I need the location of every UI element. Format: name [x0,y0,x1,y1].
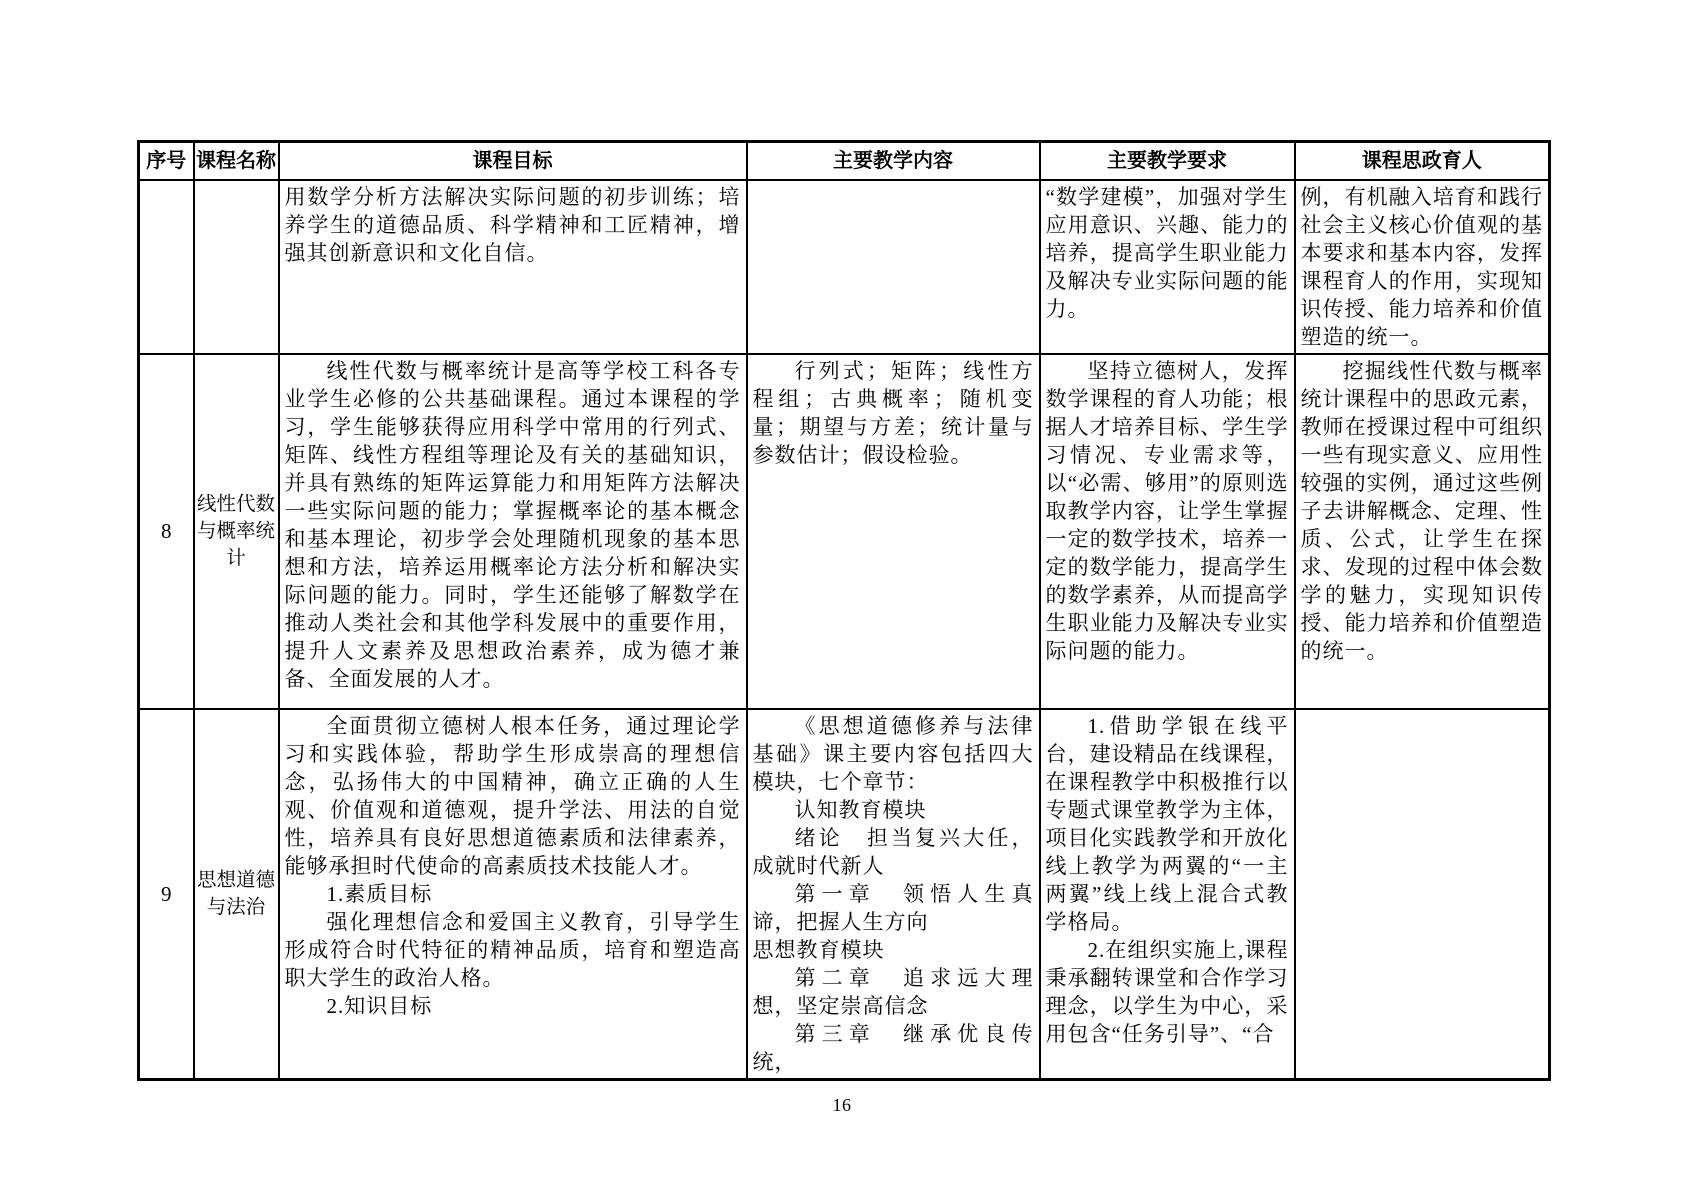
cell-content-8 [747,354,1040,709]
requirements-paragraph: “数学建模”，加强对学生应用意识、兴趣、能力的培养，提高学生职业能力及解决专业实际问题的能力。 [1045,184,1289,321]
cell-ideology-9 [1295,709,1550,1080]
cell-index-9: 9 [139,709,194,1080]
cell-index-cont [139,180,194,354]
requirements-paragraph: 坚持立德树人，发挥数学课程的育人功能；根据人才培养目标、学生学习情况、专业需求等，以“必需、够用”的原则选取教学内容，让学生掌握一定的数学技术，培养一定的数学能力，提高学生的数学素养，从而提高学生职业能力及解决专业实际问题的能力。 [1045,358,1289,663]
table-row-continuation [139,180,1550,354]
content-paragraph: 第二章 追求远大理想，坚定崇高信念 [752,965,1034,1018]
objectives-paragraph: 1.素质目标 [326,881,433,906]
cell-index-8: 8 [139,354,194,709]
objectives-paragraph: 线性代数与概率统计是高等学校工科各专业学生必修的公共基础课程。通过本课程的学习，学生能够获得应用科学中常用的行列式、矩阵、线性方程组等理论及有关的基础知识，并具有熟练的矩阵运算能力和用矩阵方法解决一些实际问题的能力；掌握概率论的基本概念和基本理论，初步学会处理随机现象的基本思想和方法，培养运用概率论方法分析和解决实际问题的能力。同时，学生还能够了解数学在推动人类社会和其他学科发展中的重要作用，提升人文素养及思想政治素养，成为德才兼备、全面发展的人才。 [284,358,741,691]
cell-ideology-cont [1295,180,1550,354]
content-paragraph: 第三章 继承优良传统， [752,1021,1034,1074]
requirements-paragraph: 1.借助学银在线平台，建设精品在线课程，在课程教学中积极推行以专题式课堂教学为主体，项目化实践教学和开放化线上教学为两翼的“一主两翼”线上线上混合式教学格局。 [1045,713,1289,934]
cell-course-name-cont [194,180,279,354]
cell-objectives-8 [279,354,747,709]
objectives-paragraph: 强化理想信念和爱国主义教育，引导学生形成符合时代特征的精神品质，培育和塑造高职大学生的政治人格。 [284,909,741,990]
cell-requirements-cont [1040,180,1295,354]
cell-objectives-9 [279,709,747,1080]
table-header-row [139,142,1550,180]
content-paragraph: 认知教育模块 [794,797,927,822]
cell-content-9 [747,709,1040,1080]
cell-content-cont [747,180,1040,354]
requirements-paragraph: 2.在组织实施上,课程秉承翻转课堂和合作学习理念，以学生为中心，采用包含“任务引导”、“合 [1045,937,1289,1046]
cell-ideology-8 [1295,354,1550,709]
content-paragraph: 绪论 担当复兴大任，成就时代新人 [752,825,1034,878]
col-header-content: 主要教学内容 [747,142,1040,180]
cell-course-name-8: 线性代数与概率统计 [194,354,279,709]
col-header-requirements: 主要教学要求 [1040,142,1295,180]
content-paragraph: 思想教育模块 [752,937,885,962]
cell-objectives-cont [279,180,747,354]
objectives-paragraph: 全面贯彻立德树人根本任务，通过理论学习和实践体验，帮助学生形成崇高的理想信念，弘扬伟大的中国精神，确立正确的人生观、价值观和道德观，提升学法、用法的自觉性，培养具有良好思想道德素质和法律素养，能够承担时代使命的高素质技术技能人才。 [284,713,741,878]
table-row-8 [139,354,1550,709]
col-header-objectives: 课程目标 [279,142,747,180]
objectives-paragraph: 2.知识目标 [326,993,433,1018]
objectives-paragraph: 用数学分析方法解决实际问题的初步训练；培养学生的道德品质、科学精神和工匠精神，增强其创新意识和文化自信。 [284,184,741,265]
cell-requirements-8 [1040,354,1295,709]
table-row-9 [139,709,1550,1080]
ideology-paragraph: 挖掘线性代数与概率统计课程中的思政元素，教师在授课过程中可组织一些有现实意义、应用性较强的实例，通过这些例子去讲解概念、定理、性质、公式，让学生在探求、发现的过程中体会数学的魅力，实现知识传授、能力培养和价值塑造的统一。 [1300,358,1543,663]
content-paragraph: 行列式；矩阵；线性方程组；古典概率；随机变量；期望与方差；统计量与参数估计；假设检验。 [752,358,1034,467]
cell-requirements-9 [1040,709,1295,1080]
content-paragraph: 第一章 领悟人生真谛，把握人生方向 [752,881,1034,934]
col-header-course-name: 课程名称 [194,142,279,180]
col-header-ideology: 课程思政育人 [1295,142,1550,180]
cell-course-name-9: 思想道德与法治 [194,709,279,1080]
page-number: 16 [832,1095,852,1115]
col-header-index: 序号 [139,142,194,180]
content-paragraph: 《思想道德修养与法律基础》课主要内容包括四大模块，七个章节： [752,713,1034,794]
ideology-paragraph: 例，有机融入培育和践行社会主义核心价值观的基本要求和基本内容，发挥课程育人的作用，实现知识传授、能力培养和价值塑造的统一。 [1300,184,1543,349]
course-table [137,140,1551,1081]
